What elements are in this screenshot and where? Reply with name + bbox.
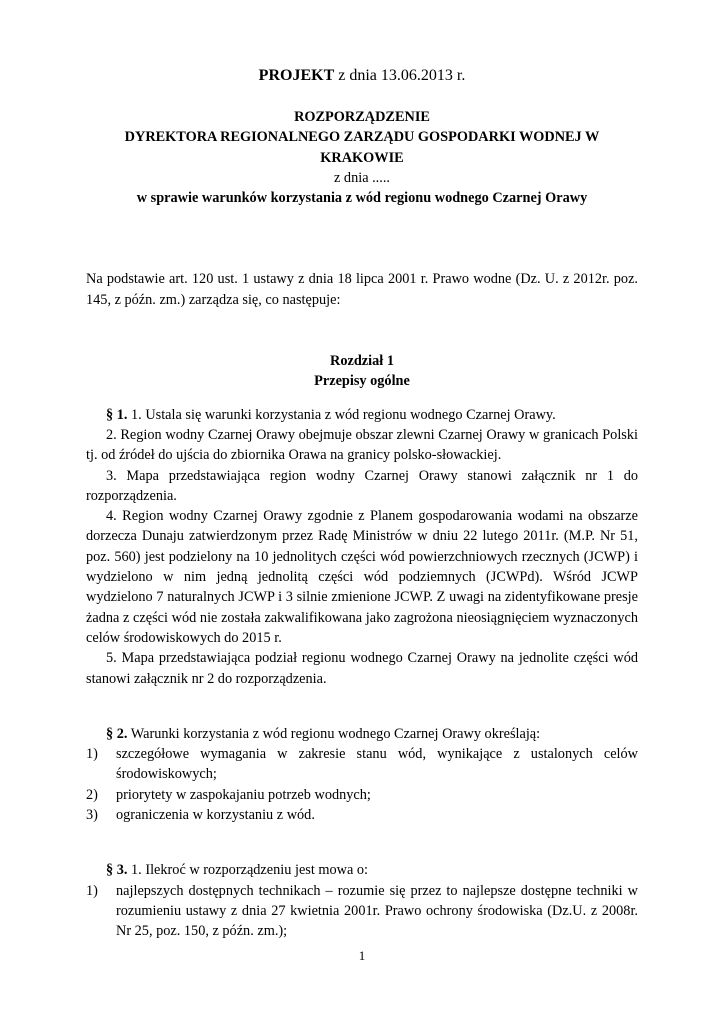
chapter-title: Rozdział 1: [330, 353, 394, 370]
section-3-lead: § 3. 1. Ilekroć w rozporządzeniu jest mowa o:: [106, 862, 369, 879]
legal-basis: Na podstawie art. 120 ust. 1 ustawy z dnia 18 lipca 2001 r. Prawo wodne (Dz. U. z 2012r. poz. 145, z późn. zm.) zarządza się, co następuje:: [86, 271, 638, 308]
section-2-lead: § 2. Warunki korzystania z wód regionu wodnego Czarnej Orawy określają:: [106, 725, 541, 742]
regulation-date: z dnia .....: [334, 169, 390, 186]
section-3-mark: § 3.: [106, 862, 128, 879]
projekt-date: z dnia 13.06.2013 r.: [334, 67, 466, 84]
section-2-mark: § 2.: [106, 725, 128, 742]
list-item: 1) najlepszych dostępnych technikach – rozumie się przez to najlepsze dostępne techniki w rozumieniu ustawy z dnia 27 kwietnia 2001r. Prawo ochrony środowiska (Dz.U. z 2008r. Nr 25, poz. 150, z późn. zm.);: [86, 882, 638, 940]
section-1-para-4: 4. Region wodny Czarnej Orawy zgodnie z Planem gospodarowania wodami na obszarze dorzecza Dunaju zatwierdzonym przez Radę Ministrów w dniu 22 lutego 2011r. (M.P. Nr 51, poz. 560) jest podzielony na 10 jednolitych części wód powierzchniowych rzecznych (JCWP) i wydzielono w nim jedną jednolitą części wód podziemnych (JCWPd). Wśród JCWP wydzielono 7 naturalnych JCWP i 3 silnie zmienione JCWP. Z uwagi na zidentyfikowane presje żadna z części wód nie została zakwalifikowana jako zagrożona nieosiągnięciem wyznaczonych celów środowiskowych do 2015 r.: [86, 508, 638, 646]
chapter-subtitle: Przepisy ogólne: [314, 373, 410, 390]
regulation-title: ROZPORZĄDZENIE: [294, 109, 430, 125]
list-item: 1) szczegółowe wymagania w zakresie stanu wód, wynikające z ustalonych celów środowiskowych;: [86, 746, 638, 783]
section-1-para-5: 5. Mapa przedstawiająca podział regionu wodnego Czarnej Orawy na jednolite części wód stanowi załącznik nr 2 do rozporządzenia.: [86, 650, 638, 687]
issuer-title: DYREKTORA REGIONALNEGO ZARZĄDU GOSPODARKI WODNEJ W KRAKOWIE: [124, 129, 600, 166]
section-1-para-1: § 1. 1. Ustala się warunki korzystania z wód regionu wodnego Czarnej Orawy.: [106, 406, 556, 423]
projekt-line: [86, 66, 638, 86]
page-number: 1: [358, 948, 366, 963]
document-page: [86, 66, 638, 942]
list-item: 3) ograniczenia w korzystaniu z wód.: [86, 807, 315, 824]
section-1-para-3: 3. Mapa przedstawiająca region wodny Czarnej Orawy stanowi załącznik nr 1 do rozporządzenia.: [86, 467, 638, 504]
list-item: 2) priorytety w zaspokajaniu potrzeb wodnych;: [86, 786, 371, 803]
regulation-subject: w sprawie warunków korzystania z wód regionu wodnego Czarnej Orawy: [136, 190, 588, 207]
section-1-mark: § 1.: [106, 406, 128, 423]
projekt-label: PROJEKT: [258, 67, 335, 84]
section-1-para-2: 2. Region wodny Czarnej Orawy obejmuje obszar zlewni Czarnej Orawy w granicach Polski tj. od źródeł do ujścia do zbiornika Orawa na granicy polsko-słowackiej.: [86, 426, 638, 464]
